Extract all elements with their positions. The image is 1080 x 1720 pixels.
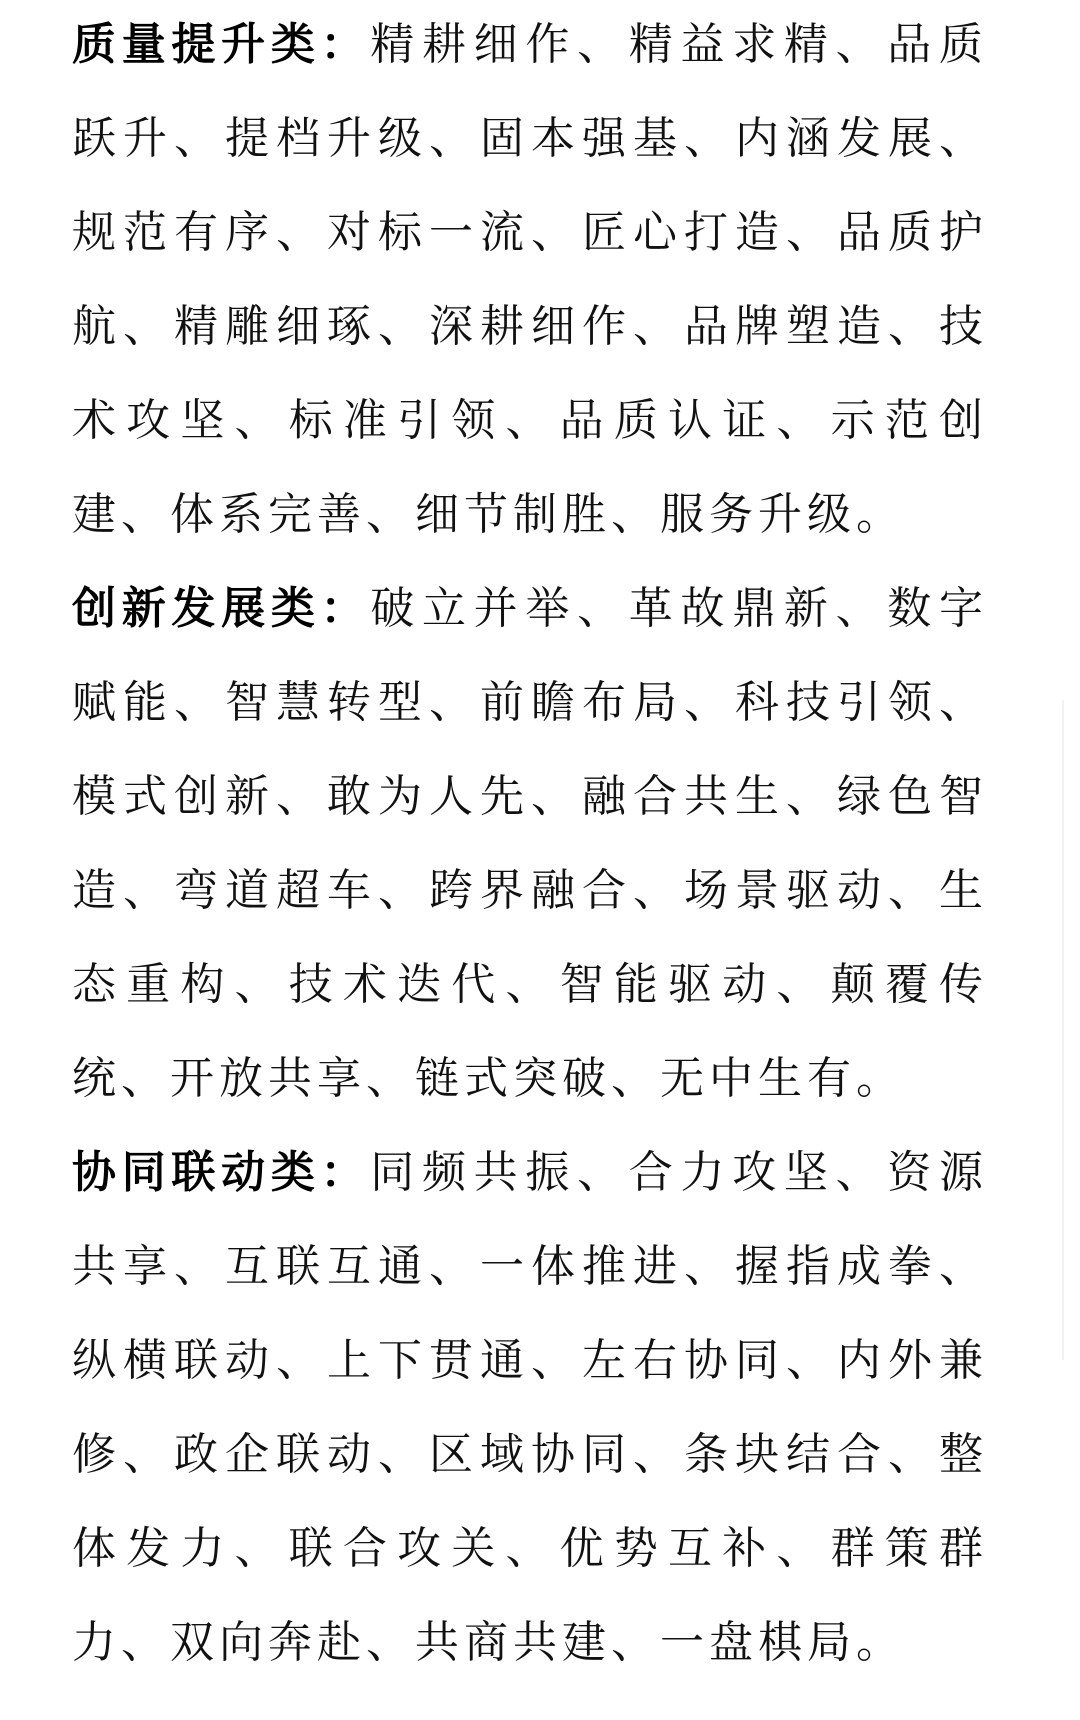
page-edge-shadow (1062, 700, 1064, 1360)
phrase-list-collaboration: 同频共振、合力攻坚、资源共享、互联互通、一体推进、握指成拳、纵横联动、上下贯通、左右协同、内外兼修、政企联动、区域协同、条块结合、整体发力、联合攻关、优势互补、群策群力、双向奔赴、共商共建、一盘棋局。 (72, 1147, 989, 1668)
category-label-collaboration: 协同联动类： (72, 1147, 371, 1198)
category-label-quality: 质量提升类： (72, 19, 371, 70)
phrase-list-innovation: 破立并举、革故鼎新、数字赋能、智慧转型、前瞻布局、科技引领、模式创新、敢为人先、融合共生、绿色智造、弯道超车、跨界融合、场景驱动、生态重构、技术迭代、智能驱动、颠覆传统、开放共享、链式突破、无中生有。 (72, 583, 989, 1104)
paragraph-collaboration-linkage (72, 1126, 988, 1690)
category-label-innovation: 创新发展类： (72, 583, 371, 634)
paragraph-innovation-development (72, 562, 988, 1126)
document-body (72, 0, 988, 1690)
paragraph-quality-improvement (72, 0, 988, 562)
phrase-list-quality: 精耕细作、精益求精、品质跃升、提档升级、固本强基、内涵发展、规范有序、对标一流、匠心打造、品质护航、精雕细琢、深耕细作、品牌塑造、技术攻坚、标准引领、品质认证、示范创建、体系完善、细节制胜、服务升级。 (72, 19, 989, 540)
